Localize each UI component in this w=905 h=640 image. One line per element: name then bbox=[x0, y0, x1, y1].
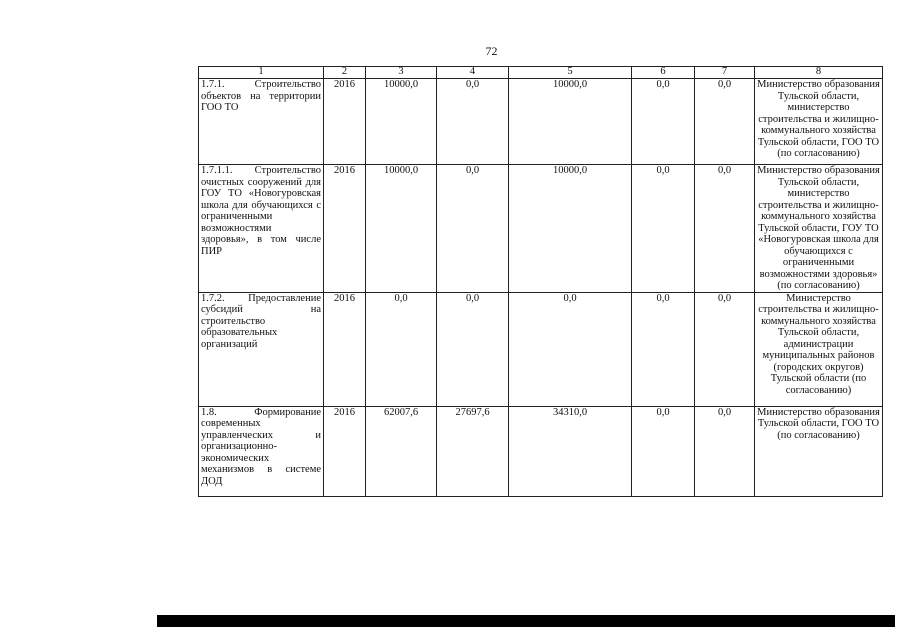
row-col3: 0,0 bbox=[366, 292, 437, 406]
row-year: 2016 bbox=[324, 165, 366, 293]
header-col-3: 3 bbox=[366, 67, 437, 79]
row-col7: 0,0 bbox=[695, 292, 755, 406]
header-col-2: 2 bbox=[324, 67, 366, 79]
row-col4: 27697,6 bbox=[437, 406, 509, 496]
row-executor: Министерство образования Тульской области, министерство строительства и жилищно-коммунального хозяйства Тульской области, ГОУ ТО «Новогуровская школа для обучающихся с ограниченными возможностями здоровья» (по согласованию) bbox=[755, 165, 883, 293]
row-executor: Министерство образования Тульской области, ГОО ТО (по согласованию) bbox=[755, 406, 883, 496]
row-year: 2016 bbox=[324, 79, 366, 165]
header-row bbox=[199, 67, 883, 79]
row-col7: 0,0 bbox=[695, 406, 755, 496]
row-col5: 34310,0 bbox=[509, 406, 632, 496]
row-col6: 0,0 bbox=[632, 165, 695, 293]
row-col7: 0,0 bbox=[695, 165, 755, 293]
table-row bbox=[199, 79, 883, 165]
row-col7: 0,0 bbox=[695, 79, 755, 165]
row-col3: 10000,0 bbox=[366, 165, 437, 293]
row-col6: 0,0 bbox=[632, 406, 695, 496]
row-col3: 10000,0 bbox=[366, 79, 437, 165]
header-col-1: 1 bbox=[199, 67, 324, 79]
row-executor: Министерство образования Тульской области, министерство строительства и жилищно-коммунального хозяйства Тульской области, ГОО ТО (по согласованию) bbox=[755, 79, 883, 165]
table-row bbox=[199, 406, 883, 496]
row-name: 1.8. Формирование современных управленческих и организационно-экономических механизмов в системе ДОД bbox=[199, 406, 324, 496]
row-name: 1.7.2. Предоставление субсидий на строительство образовательных организаций bbox=[199, 292, 324, 406]
header-col-7: 7 bbox=[695, 67, 755, 79]
row-col4: 0,0 bbox=[437, 292, 509, 406]
scan-edge-bar bbox=[157, 615, 895, 627]
row-year: 2016 bbox=[324, 292, 366, 406]
row-col4: 0,0 bbox=[437, 165, 509, 293]
row-name: 1.7.1. Строительство объектов на территории ГОО ТО bbox=[199, 79, 324, 165]
header-col-4: 4 bbox=[437, 67, 509, 79]
row-name: 1.7.1.1. Строительство очистных сооружений для ГОУ ТО «Новогуровская школа для обучающихся с ограниченными возможностями здоровья», в том числе ПИР bbox=[199, 165, 324, 293]
table-row bbox=[199, 292, 883, 406]
page-number: 72 bbox=[485, 44, 498, 58]
row-col4: 0,0 bbox=[437, 79, 509, 165]
row-col5: 10000,0 bbox=[509, 165, 632, 293]
row-col5: 10000,0 bbox=[509, 79, 632, 165]
row-executor: Министерство строительства и жилищно-коммунального хозяйства Тульской области, администрации муниципальных районов (городских округов) Тульской области (по согласованию) bbox=[755, 292, 883, 406]
row-col3: 62007,6 bbox=[366, 406, 437, 496]
row-col5: 0,0 bbox=[509, 292, 632, 406]
header-col-8: 8 bbox=[755, 67, 883, 79]
row-year: 2016 bbox=[324, 406, 366, 496]
program-table bbox=[198, 66, 883, 497]
row-col6: 0,0 bbox=[632, 292, 695, 406]
table-row bbox=[199, 165, 883, 293]
header-col-5: 5 bbox=[509, 67, 632, 79]
header-col-6: 6 bbox=[632, 67, 695, 79]
row-col6: 0,0 bbox=[632, 79, 695, 165]
